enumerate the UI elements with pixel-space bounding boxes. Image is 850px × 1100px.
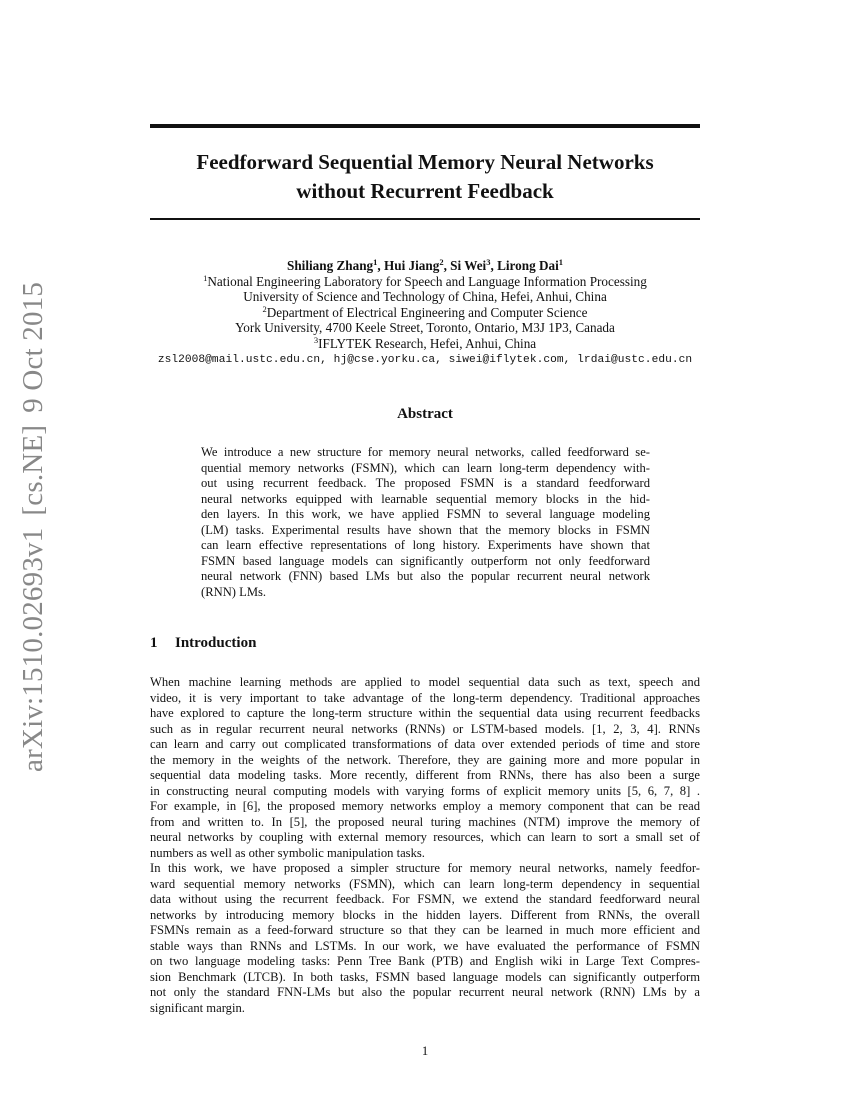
intro-paragraph-1: [150, 675, 700, 861]
paragraph-line: from and written to. In [5], the proposed neural turing machines (NTM) improve the memory of: [150, 814, 700, 829]
section-heading-introduction: [150, 635, 256, 652]
paragraph-line: neural networks by coupling with external memory resources, which can learn to sort a small set of: [150, 830, 700, 844]
paragraph-line: have explored to capture the long-term structure within the sequential data using recurrent feedbacks: [150, 706, 700, 720]
paragraph-line: ward sequential memory networks (FSMN), which can learn long-term dependency in sequential: [150, 876, 700, 891]
arxiv-category: [cs.NE]: [17, 424, 49, 516]
page-number: 1: [421, 1044, 429, 1058]
paragraph-line: data without using the recurrent feedback. For FSMN, we extend the standard feedforward neural: [150, 892, 700, 906]
paragraph-line: For example, in [6], the proposed memory networks employ a memory component that can be read: [150, 799, 700, 813]
affiliation-3-line-1: $^3$IFLYTEK Research, Hefei, Anhui, China: [313, 334, 537, 351]
abstract-line: quential memory networks (FSMN), which can learn long-term dependency with-: [201, 460, 650, 475]
abstract-line: can learn effective representations of long history. Experiments have shown that: [201, 538, 650, 552]
author-emails: zsl2008@mail.ustc.edu.cn, hj@cse.yorku.ca, siwei@iflytek.com, lrdai@ustc.edu.cn: [157, 354, 693, 366]
abstract-line: (LM) tasks. Experimental results have shown that the memory blocks in FSMN: [201, 522, 650, 537]
title-top-rule: [150, 124, 700, 128]
abstract-line: (RNN) LMs.: [201, 584, 267, 599]
abstract-heading: Abstract: [397, 406, 453, 422]
paragraph-line: in constructing neural computing models with varying forms of explicit memory units [5, 6, 7, 8] .: [150, 783, 700, 798]
section-title: Introduction: [175, 635, 257, 651]
affiliation-1-line-2: University of Science and Technology of China, Hefei, Anhui, China: [243, 289, 607, 305]
paragraph-line: sion Benchmark (LTCB). In both tasks, FSMN based language models can significantly outperform: [150, 969, 700, 984]
author-3: Si Wei: [450, 258, 487, 273]
arxiv-date: 9 Oct 2015: [17, 281, 49, 413]
paper-title: [150, 148, 700, 206]
author-2: Hui Jiang: [383, 258, 440, 273]
author-block: [150, 258, 700, 352]
paragraph-line: not only the standard FNN-LMs but also the popular recurrent neural network (RNN) LMs by a: [150, 985, 700, 999]
affiliation-1-line-1: $^1$National Engineering Laboratory for Speech and Language Information Processing: [203, 272, 647, 289]
title-bottom-rule: [150, 218, 700, 220]
abstract-line: den layers. In this work, we have applied FSMN to several language modeling: [201, 507, 650, 521]
paragraph-line: sequential data modeling tasks. More recently, different from RNNs, there has also been a surge: [150, 768, 700, 782]
title-line-1: Feedforward Sequential Memory Neural Networks: [196, 150, 654, 174]
author-1: Shiliang Zhang: [287, 258, 374, 273]
arxiv-stamp: [17, 270, 50, 772]
paragraph-line: networks by introducing memory blocks in the hidden layers. Different from RNNs, the overall: [150, 907, 700, 922]
paragraph-line: In this work, we have proposed a simpler structure for memory neural networks, namely feedfor-: [150, 861, 700, 875]
paragraph-line: significant margin.: [150, 1000, 245, 1015]
paragraph-line: the memory in the weights of the network. Therefore, they are gaining more and more popular in: [150, 752, 700, 767]
arxiv-id: arXiv:1510.02693v1: [17, 527, 49, 772]
author-names: Shiliang Zhang$^1$, Hui Jiang$^2$, Si Wei$^3$, Lirong Dai$^1$: [287, 257, 563, 273]
affiliation-2-line-1: $^2$Department of Electrical Engineering and Computer Science: [262, 303, 588, 320]
abstract-line: We introduce a new structure for memory neural networks, called feedforward se-: [201, 445, 650, 459]
affiliation-2-line-2: York University, 4700 Keele Street, Toronto, Ontario, M3J 1P3, Canada: [235, 320, 615, 336]
intro-paragraph-2: [150, 861, 700, 1016]
paragraph-line: video, it is very important to take advantage of the long-term dependency. Traditional approaches: [150, 690, 700, 705]
abstract-line: neural networks equipped with learnable sequential memory blocks in the hid-: [201, 491, 650, 506]
paragraph-line: can learn and carry out complicated transformations of data over extended periods of time and store: [150, 737, 700, 751]
abstract-line: neural network (FNN) based LMs but also the popular recurrent neural network: [201, 569, 650, 583]
paragraph-line: numbers as well as other symbolic manipulation tasks.: [150, 845, 425, 860]
section-number: 1: [150, 635, 158, 651]
abstract-line: out using recurrent feedback. The proposed FSMN is a standard feedforward: [201, 476, 650, 490]
paragraph-line: on two language modeling tasks: Penn Tree Bank (PTB) and English wiki in Large Text Compres-: [150, 954, 700, 968]
paragraph-line: When machine learning methods are applied to model sequential data such as text, speech and: [150, 675, 700, 689]
author-4: Lirong Dai: [497, 258, 559, 273]
paragraph-line: stable ways than RNNs and LSTMs. In our work, we have evaluated the performance of FSMN: [150, 938, 700, 953]
paragraph-line: such as in regular recurrent neural networks (RNNs) or LSTM-based models. [1, 2, 3, 4]. RNNs: [150, 721, 700, 736]
abstract-line: FSMN based language models can significantly outperform not only feedforward: [201, 553, 650, 568]
title-line-2: without Recurrent Feedback: [296, 179, 554, 203]
paragraph-line: FSMNs remain as a feed-forward structure so that they can be learned in much more efficient and: [150, 923, 700, 937]
abstract-text: [201, 445, 650, 600]
